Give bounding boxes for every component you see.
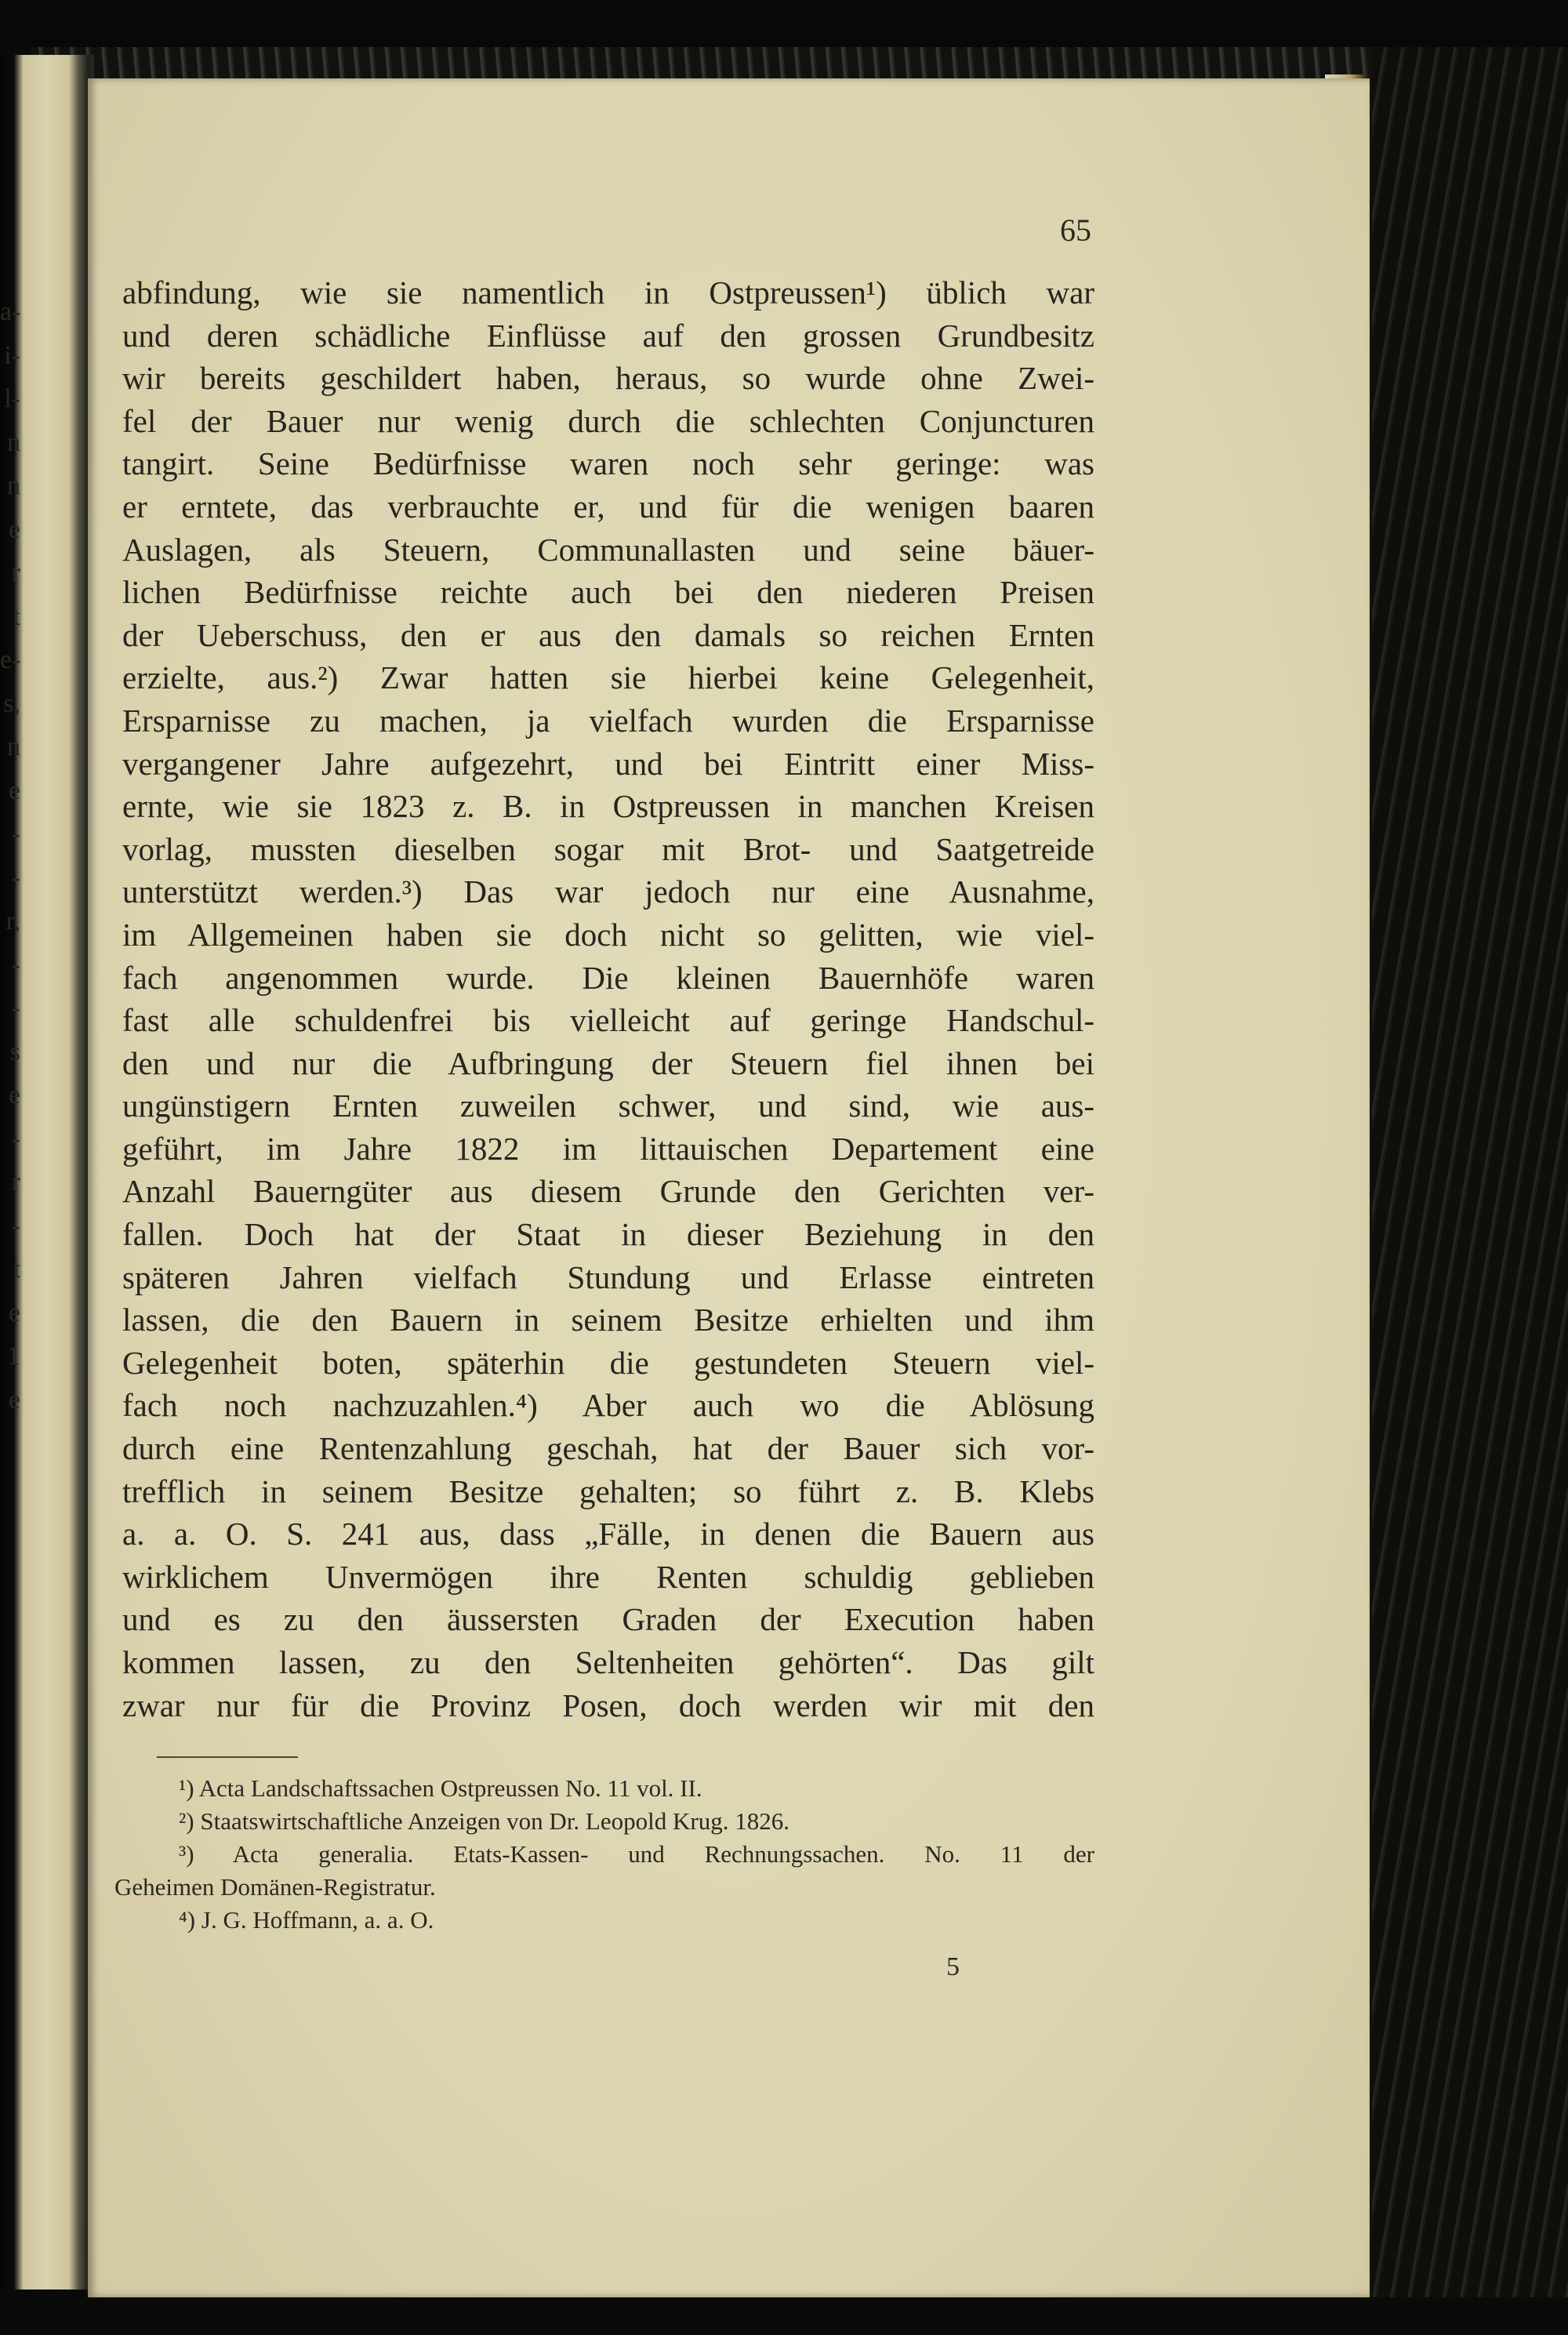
footnote-separator bbox=[157, 1756, 298, 1758]
text-line: abfindung, wie sie namentlich in Ostpreussen¹) üblich war bbox=[122, 274, 1094, 310]
fragment: t bbox=[13, 1255, 20, 1284]
fragment: e- bbox=[0, 645, 20, 674]
fragment: s bbox=[9, 1037, 20, 1066]
text-line: durch eine Rentenzahlung geschah, hat der Bauer sich vor- bbox=[122, 1430, 1094, 1467]
fragment: r bbox=[11, 558, 20, 587]
fragment: e bbox=[8, 1385, 20, 1414]
text-line: fach noch nachzuzahlen.⁴) Aber auch wo die Ablösung bbox=[122, 1387, 1094, 1424]
text-line: den und nur die Aufbringung der Steuern fiel ihnen bei bbox=[122, 1044, 1094, 1081]
text-line: lassen, die den Bauern in seinem Besitze erhielten und ihm bbox=[122, 1302, 1094, 1338]
fragment: - bbox=[11, 1211, 20, 1240]
text-line: Gelegenheit boten, späterhin die gestundeten Steuern viel- bbox=[122, 1344, 1094, 1381]
fragment: r bbox=[11, 1168, 20, 1197]
body-paragraph bbox=[122, 271, 1094, 1727]
footnote: ³) Acta generalia. Etats-Kassen- und Rechnungssachen. No. 11 der bbox=[179, 1840, 1094, 1868]
book-cover-edge bbox=[1372, 47, 1568, 2335]
text-line: unterstützt werden.³) Das war jedoch nur eine Ausnahme, bbox=[122, 873, 1094, 910]
text-line: Anzahl Bauerngüter aus diesem Grunde den Gerichten ver- bbox=[122, 1173, 1094, 1210]
fragment: e bbox=[8, 1298, 20, 1327]
text-line: tangirt. Seine Bedürfnisse waren noch sehr geringe: was bbox=[122, 445, 1094, 482]
text-line: der Ueberschuss, den er aus den damals so reichen Ernten bbox=[122, 616, 1094, 653]
fragment: e bbox=[8, 775, 20, 805]
text-line: im Allgemeinen haben sie doch nicht so gelitten, wie viel- bbox=[122, 916, 1094, 953]
text-line: und deren schädliche Einflüsse auf den grossen Grundbesitz bbox=[122, 317, 1094, 354]
book-top-edge bbox=[31, 47, 1380, 82]
fragment: n bbox=[7, 427, 20, 457]
text-line: ernte, wie sie 1823 z. B. in Ostpreussen in manchen Kreisen bbox=[122, 788, 1094, 825]
text-line: vorlag, mussten dieselben sogar mit Brot- und Saatgetreide bbox=[122, 830, 1094, 867]
fragment: n bbox=[7, 471, 20, 500]
text-line: geführt, im Jahre 1822 im littauischen Departement eine bbox=[122, 1130, 1094, 1167]
text-line: lichen Bedürfnisse reichte auch bei den niederen Preisen bbox=[122, 574, 1094, 611]
fragment: - bbox=[11, 862, 20, 892]
fragment: - bbox=[11, 950, 20, 979]
text-line: a. a. O. S. 241 aus, dass „Fälle, in denen die Bauern aus bbox=[122, 1516, 1094, 1552]
fragment: - bbox=[11, 819, 20, 848]
page-number: 65 bbox=[1060, 212, 1091, 248]
footnote: ¹) Acta Landschaftssachen Ostpreussen No. 11 vol. II. bbox=[179, 1774, 702, 1802]
text-line: fast alle schuldenfrei bis vielleicht auf geringe Handschul- bbox=[122, 1002, 1094, 1039]
text-line: wirklichem Unvermögen ihre Renten schuldig geblieben bbox=[122, 1558, 1094, 1595]
fragment: - bbox=[11, 993, 20, 1022]
footnote: ⁴) J. G. Hoffmann, a. a. O. bbox=[179, 1906, 434, 1934]
signature-mark: 5 bbox=[946, 1952, 960, 1981]
fragment: - bbox=[11, 1124, 20, 1153]
text-line: zwar nur für die Provinz Posen, doch werden wir mit den bbox=[122, 1687, 1094, 1723]
text-line: fel der Bauer nur wenig durch die schlechten Conjuncturen bbox=[122, 402, 1094, 439]
previous-page-text-fragments bbox=[0, 290, 20, 1545]
text-line: Auslagen, als Steuern, Communallasten und seine bäuer- bbox=[122, 531, 1094, 568]
fragment: 1 bbox=[7, 1342, 20, 1371]
footnote-continuation: Geheimen Domänen-Registratur. bbox=[114, 1873, 436, 1901]
fragment: t bbox=[13, 601, 20, 631]
fragment: s, bbox=[3, 688, 20, 718]
text-line: kommen lassen, zu den Seltenheiten gehörten“. Das gilt bbox=[122, 1644, 1094, 1680]
fragment: l- bbox=[4, 384, 20, 413]
fragment: i- bbox=[4, 340, 20, 370]
text-line: ungünstigern Ernten zuweilen schwer, und sind, wie aus- bbox=[122, 1088, 1094, 1124]
scan-background-top bbox=[0, 0, 1568, 47]
footnotes bbox=[114, 1772, 1094, 1937]
text-line: vergangener Jahre aufgezehrt, und bei Eintritt einer Miss- bbox=[122, 745, 1094, 782]
fragment: e bbox=[8, 1080, 20, 1109]
text-line: Ersparnisse zu machen, ja vielfach wurden die Ersparnisse bbox=[122, 702, 1094, 739]
text-line: er erntete, das verbrauchte er, und für die wenigen baaren bbox=[122, 488, 1094, 525]
text-line: fallen. Doch hat der Staat in dieser Beziehung in den bbox=[122, 1216, 1094, 1253]
text-line: trefflich in seinem Besitze gehalten; so führt z. B. Klebs bbox=[122, 1473, 1094, 1509]
scan-background-bottom bbox=[0, 2297, 1568, 2335]
text-line: wir bereits geschildert haben, heraus, so wurde ohne Zwei- bbox=[122, 360, 1094, 397]
fragment: n bbox=[7, 732, 20, 761]
fragment: r, bbox=[5, 906, 20, 935]
text-line: späteren Jahren vielfach Stundung und Erlasse eintreten bbox=[122, 1258, 1094, 1295]
text-line: fach angenommen wurde. Die kleinen Bauernhöfe waren bbox=[122, 959, 1094, 996]
fragment: a- bbox=[0, 297, 20, 326]
text-line: und es zu den äussersten Graden der Execution haben bbox=[122, 1601, 1094, 1638]
text-line: erzielte, aus.²) Zwar hatten sie hierbei keine Gelegenheit, bbox=[122, 659, 1094, 696]
footnote: ²) Staatswirtschaftliche Anzeigen von Dr. Leopold Krug. 1826. bbox=[179, 1807, 789, 1835]
fragment: e bbox=[8, 514, 20, 544]
